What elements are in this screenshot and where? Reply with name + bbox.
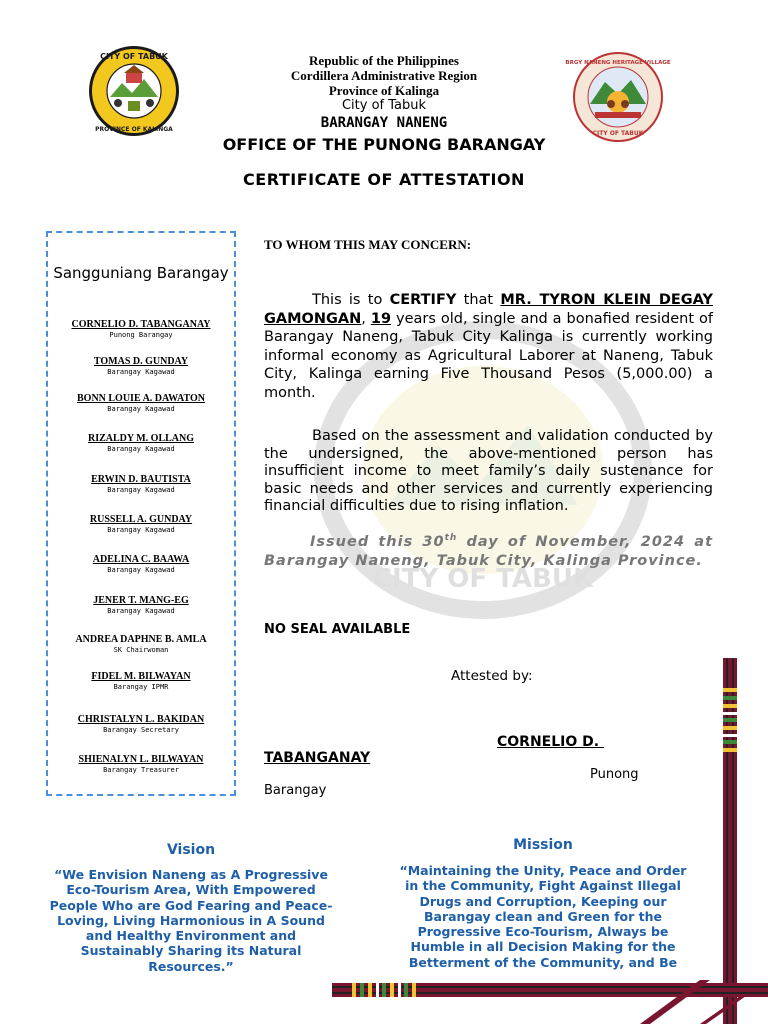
certify-word: CERTIFY: [389, 292, 457, 308]
member-kagawad: [48, 356, 234, 377]
person-age: 19: [370, 310, 392, 327]
vertical-stripe-border: [723, 658, 737, 1024]
member-kagawad: [48, 595, 234, 616]
member-kagawad: [48, 433, 234, 454]
member-kagawad: [48, 393, 234, 414]
issued-text-b: day of November, 2024 at Barangay Naneng, Tabuk City, Kalinga Province.: [264, 533, 713, 569]
member-punong-barangay: [48, 319, 234, 340]
header-republic: Republic of the Philippines: [309, 53, 459, 68]
member-position: SK Chairwoman: [113, 646, 169, 654]
certificate-title: CERTIFICATE OF ATTESTATION: [243, 170, 525, 189]
member-secretary: [48, 714, 234, 735]
issued-date: [264, 529, 713, 571]
certification-paragraph: [264, 291, 713, 402]
member-position: Barangay Kagawad: [107, 566, 175, 574]
member-name: RIZALDY M. OLLANG: [87, 433, 195, 444]
svg-text:CITY OF TABUK: CITY OF TABUK: [372, 564, 594, 594]
signatory-first-name: CORNELIO D.: [497, 734, 604, 750]
intro-text: This is to: [312, 292, 390, 308]
header-province: Province of Kalinga: [328, 83, 440, 98]
member-name: TOMAS D. GUNDAY: [93, 356, 189, 367]
header-city: City of Tabuk: [341, 98, 427, 113]
office-title: OFFICE OF THE PUNONG BARANGAY: [222, 135, 546, 154]
issued-ordinal: th: [444, 533, 458, 543]
svg-text:PROVINCE OF KALINGA: PROVINCE OF KALINGA: [95, 126, 173, 133]
mission-text: “Maintaining the Unity, Peace and Order in the Community, Fight Against Illegal Drugs and Corruption, Keeping our Barangay clean and Green for the Progressive Eco-Tourism, Always be Humble in all Decision Making for the Betterment of the Community, and Be: [399, 863, 687, 970]
member-name: FIDEL M. BILWAYAN: [91, 671, 191, 682]
member-name: ERWIN D. BAUTISTA: [91, 474, 191, 485]
member-name: SHIENALYN L. BILWAYAN: [78, 754, 204, 765]
member-position: Barangay Treasurer: [103, 766, 179, 774]
member-position: Barangay Kagawad: [107, 607, 175, 615]
header-barangay: BARANGAY NANENG: [320, 115, 448, 131]
member-ipmr: [48, 671, 234, 692]
member-kagawad: [48, 474, 234, 495]
signatory-position: Punong: [590, 767, 639, 782]
signatory-position-cont: [264, 782, 384, 798]
member-name: RUSSELL A. GUNDAY: [89, 514, 193, 525]
member-position: Barangay Kagawad: [107, 486, 175, 494]
member-position: Barangay Kagawad: [107, 445, 175, 453]
header-region: Cordillera Administrative Region: [290, 68, 478, 83]
member-sk-chairwoman: [48, 634, 234, 655]
diagonal-stripe: [640, 980, 760, 1024]
signatory-last-name: TABANGANAY: [264, 750, 371, 766]
attested-by-label: Attested by:: [451, 668, 533, 684]
member-name: ANDREA DAPHNE B. AMLA: [75, 634, 207, 645]
member-name: ADELINA C. BAAWA: [92, 554, 190, 565]
assessment-paragraph: Based on the assessment and validation conducted by the undersigned, the above-mentioned person has insufficient income to meet family’s daily sustenance for basic needs and other services and currently experiencing financial difficulties due to rising inflation.: [264, 428, 713, 514]
svg-text:BRGY NANENG HERITAGE VILLAGE: BRGY NANENG HERITAGE VILLAGE: [565, 60, 671, 66]
member-position: Barangay IPMR: [113, 683, 169, 691]
member-treasurer: [48, 754, 234, 775]
svg-text:CITY OF TABUK: CITY OF TABUK: [592, 130, 644, 137]
salutation: TO WHOM THIS MAY CONCERN:: [264, 237, 472, 252]
member-name: CORNELIO D. TABANGANAY: [71, 319, 211, 330]
person-name: MR. TYRON KLEIN DEGAY GAMONGAN: [264, 292, 713, 327]
sangguniang-barangay-panel: [46, 231, 236, 796]
no-seal-notice: NO SEAL AVAILABLE: [264, 622, 411, 637]
member-kagawad: [48, 514, 234, 535]
member-position: Barangay Kagawad: [107, 405, 175, 413]
comma-text: ,: [361, 310, 371, 327]
member-position: Punong Barangay: [109, 331, 173, 339]
certification-details: years old, single and a bonafied resident of Barangay Naneng, Tabuk City Kalinga is currently working informal economy as Agricultural Laborer at Naneng, Tabuk City, Kalinga earning Five Thousand Pesos (5,000.00) a month.: [264, 310, 713, 401]
vision-text: “We Envision Naneng as A Progressive Eco-Tourism Area, With Empowered People Who are God Fearing and Peace-Loving, Living Harmonious in A Sound and Healthy Environment and Sustainably Sharing its Natural Resources.”: [49, 867, 333, 974]
sidebar-title: Sangguniang Barangay: [53, 264, 229, 282]
member-kagawad: [48, 554, 234, 575]
signatory-position-text: Barangay: [264, 783, 327, 798]
member-name: JENER T. MANG-EG: [93, 595, 189, 606]
member-position: Barangay Kagawad: [107, 526, 175, 534]
mission-title: Mission: [513, 837, 573, 853]
member-name: CHRISTALYN L. BAKIDAN: [77, 714, 205, 725]
that-text: that: [456, 292, 501, 308]
issued-text-a: Issued this 30: [310, 533, 445, 550]
member-position: Barangay Kagawad: [107, 368, 175, 376]
member-name: BONN LOUIE A. DAWATON: [77, 393, 205, 404]
vision-title: Vision: [166, 842, 216, 858]
svg-text:CITY OF TABUK: CITY OF TABUK: [100, 52, 168, 61]
member-position: Barangay Secretary: [103, 726, 179, 734]
